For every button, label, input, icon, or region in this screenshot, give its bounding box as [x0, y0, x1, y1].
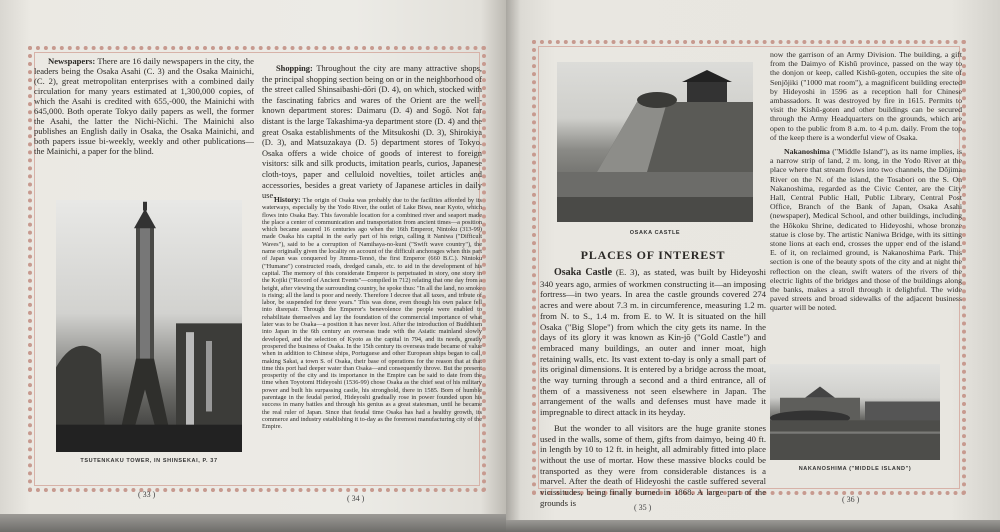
castle-continued-section [770, 50, 962, 318]
osaka-castle-section [540, 267, 766, 513]
shopping-section [262, 64, 482, 207]
history-section [262, 196, 482, 436]
nakanoshima-lead: Nakanoshima [784, 147, 830, 157]
page-number-36: ( 36 ) [842, 495, 860, 504]
history-text: The origin of Osaka was probably due to the facilities afforded by its waterways, especially by the Yodo River, the outlet of Lake Biwa, near Kyoto, which flows into Osaka Bay. This favorable location for a combined river and seaport made the place a center of communication and transportation from ancient times—a position which became assured 16 centuries ago when the 16th Emperor, Nintoku (313-99) made Osaka his capital in the early part of his reign, calling it Naniwa ("Difficult Waves"), said to be a corruption of Namihaya-no-kuni ("Swift wave country"), the name originally given the locality on account of the difficult anchorages when this part of Japan was conquered by Jimmu-Tennō, the first Emperor (660 B.C.). Nintoku ("Humane") constructed roads, dredged canals, etc. to aid in the development of his capital. The memory of this considerate Emperor is perpetuated in story, one story in the Kojiki ("Record of Ancient Events"—compiled in 712) relating that one day from a height, after viewing the surrounding country, he spoke thus: "In all the land, no smoke is rising; all the land is poor and needy. Therefore I decree that all taxes, and tribute of labor, be suspended for three years." This was done, even though his own palace fell into disrepair. Through the Emperor's benevolence the people were enabled to rehabilitate themselves and lay the foundation of the commercial importance of what later was to be Osaka—a position it has never lost. After the introduction of Buddhism into Japan in the 6th century an overseas trade with the Asiatic mainland slowly developed, and the selection of Kyoto as the capital in 794, and its needs, greatly prospered the business of Osaka. In the 15th century its overseas trade became of value when in addition to Chinese ships, Portuguese and other European ships began to call, making Sakai, a town S. of Osaka, their base of operations for the reason that at that time this port had deeper water than Osaka—and consequently throve. But the present prosperity of the city and its importance in the Empire can be said to date from the time when Toyotomi Hideyoshi (1536-99) chose Osaka as the chief seat of his military power and built his surpassing castle, his stronghold, there in 1585. Born of humble parentage in the feudal period, Hideyoshi gradually rose in power founded upon his success in many battles and through his genius as a great statesman, until he became the real ruler of Japan. Since that feudal time Osaka has had a healthy growth, its commerce and industry establishing it to-day as the foremost manufacturing city of the Empire. [262, 197, 482, 431]
castle-continued-text: now the garrison of an Army Division. The building, a gift from the Daimyo of Kishū province, passed on the way to the donjon or keep, called Kishū-goten, occupies the site of Senjōjiki ("1000 mat room"), a magnificent building erected by Hideyoshi in 1596 as a reception hall for Chinese ambassadors. It was destroyed by fire in 1615. Permits to visit the Kishū-goten and other buildings can be secured through the Army Headquarters on the grounds, which are open to the public from 8 a.m. to 4 p.m. daily. From the top of the keep there is a wonderful view of Osaka. [770, 50, 962, 142]
right-booklet-page [506, 0, 1000, 532]
castle-photo-caption: OSAKA CASTLE [629, 230, 681, 236]
shopping-text: Throughout the city are many attractive shops, the principal shopping section being on or in the neighborhood of the street called Shinsaibashi-dōri (D. 4), on which, stocked with the fascinating fabrics and wares of the Orient are the well-known department stores: Daimaru (D. 4) and Sogō. Not far distant is the large Takashima-ya department store (D. 4) and the great Osaka establishments of the Mitsukoshi (D. 3), Shirokiya (D. 3), and Matsuzakaya (D. 5) department stores of Tokyo. Osaka offers a wide choice of goods of interest to foreign visitors: silk and silk products, imitation pearls, curios, Japanese cloth-toys, paper and celluloid novelties, toilet articles and accessories, besides a great variety of Japanese articles in daily use. [262, 64, 482, 201]
shopping-lead: Shopping: [276, 64, 313, 73]
page-number-33: ( 33 ) [138, 490, 156, 499]
page-edge-shadow [506, 520, 1000, 532]
newspapers-lead: Newspapers: [48, 56, 96, 66]
page-number-35: ( 35 ) [634, 503, 652, 512]
osaka-castle-photo [557, 62, 753, 222]
page-edge-shadow [0, 514, 506, 532]
history-lead: History: [274, 195, 301, 204]
osaka-castle-text: (E. 3), as stated, was built by Hideyoshi 340 years ago, armies of workmen constructing it—an imposing fortress—in two years. In area the castle grounds covered 274 acres and were about 7.3 m. in circumference, measuring 1.2 m. from N. to S., 1.4 m. from E. to W. It is situated on the hill Osaka ("Big Slope") from which the city gets its name. In the days of its glory it was known as Kin-jō ("Gold Castle") and embraced many buildings, an outer and inner moat, high retaining walls, etc. Its vast extent to-day is only a small part of its original dimensions. It is entered by a bridge across the moat, the way turning through a second and a third entrance, all of them of a massiveness not seen elsewhere in Japan. The arrangement of the walls and defenses must have made it impregnable to direct attack in its heyday. [540, 267, 766, 418]
tower-photo-caption: TSUTENKAKU TOWER, IN SHINSEKAI, P. 37 [80, 458, 218, 464]
nakanoshima-photo [770, 364, 940, 460]
newspapers-text: There are 16 daily newspapers in the city, the leaders being the Osaka Asahi (C. 3) and the Osaka Mainichi, (C. 2), great metropolitan enterprises with a combined daily circulation for many years estimated at 1,300,000 copies, of which the Asahi is credited with 655,-000, the Mainichi with 645,000. Both operate Tokyo daily papers as well, the former the Asahi, the latter the Nichi-Nichi. The Mainichi also publishes an English daily in Osaka, the Osaka Mainichi, and both papers issue bi-weekly, weekly and other publications—the Mainichi, a paper for the blind. [34, 56, 254, 156]
places-of-interest-heading: PLACES OF INTEREST [580, 248, 726, 262]
page-number-34: ( 34 ) [347, 494, 365, 503]
castle-stones-text: But the wonder to all visitors are the huge granite stones used in the walls, some of them, gifts from daimyo, being 40 ft. in length by 10 to 12 ft. in height, all admirably fitted into place without the use of mortar. How these massive blocks could be transported as they were from considerable distances is a marvel. After the death of Hideyoshi the castle suffered several vicissitudes, being finally burned in 1868. A large part of the grounds is [540, 422, 766, 508]
tsutenkaku-tower-photo [56, 200, 242, 452]
tower-illustration [56, 200, 242, 452]
osaka-castle-lead: Osaka Castle [554, 267, 613, 278]
nakanoshima-illustration [770, 364, 940, 460]
newspapers-section [34, 56, 254, 161]
castle-illustration [557, 62, 753, 222]
nakanoshima-photo-caption: NAKANOSHIMA ("MIDDLE ISLAND") [798, 466, 912, 472]
nakanoshima-text: ("Middle Island"), as its name implies, is a narrow strip of land, 2 m. long, in the Yodo River at the place where that stream flows into two channels, the Dōjima River on the N. of the island, the Tosabori on the S. On Nakanoshima, regarded as the Civic Center, are the City Hall, Central Public Hall, Public Library, Central Post Office, Branch of the Bank of Japan, Osaka Asahi (newspaper), Medical School, and other buildings, including the Hōkoku Shrine, dedicated to Hideyoshi, whose bronze statue is close by. The artistic Naniwa Bridge, with its sitting stone lions at each end, crosses the upper end of the island. E. of it, on reclaimed ground, is Nakanoshima Park. This section is one of the beauty spots of the city and at night the reflection on the clean, swift waters of the rivers of the electric lights of the bridges and those of the buildings along the banks, makes a stroll through it delightful. The wide paved streets and broad sidewalks of the adjacent business quarter will be noted. [770, 147, 962, 313]
